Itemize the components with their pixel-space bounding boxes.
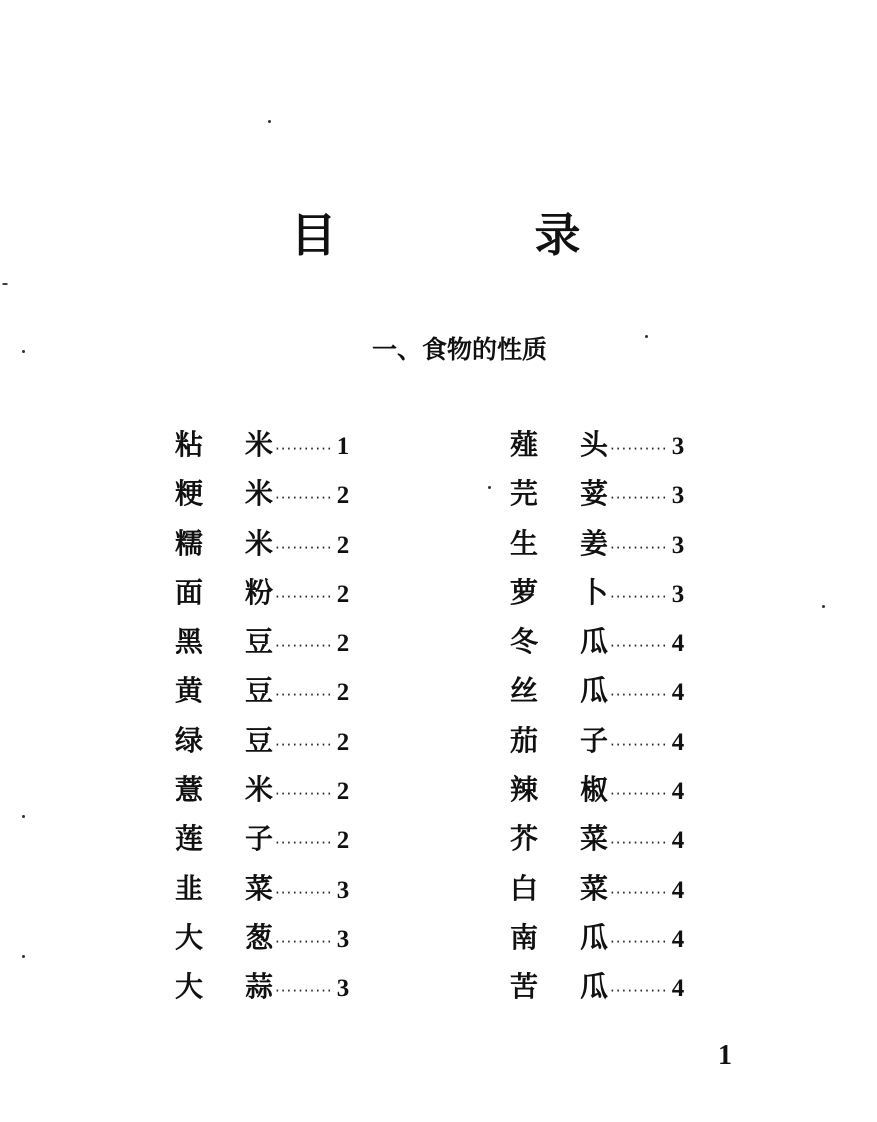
toc-entry-page: 2 [336,679,350,707]
toc-entry-char1: 薤 [510,428,539,461]
dot-leader: ·········· [610,785,668,804]
toc-entry-page: 3 [336,975,350,1003]
toc-entry-page: 4 [671,630,685,658]
dot-leader: ·········· [275,587,333,606]
dot-leader: ·········· [275,686,333,705]
toc-entry-page: 4 [671,975,685,1003]
toc-entry-char1: 黄 [175,674,204,708]
scan-speck [22,350,25,353]
toc-entry-char2: 瓜 [580,970,609,1004]
toc-entry [175,519,465,568]
toc-entry [175,913,465,962]
dot-leader: ·········· [610,538,668,557]
dot-leader: ·········· [610,489,668,508]
dot-leader: ·········· [275,932,333,951]
toc-entry-char1: 茄 [510,723,539,757]
toc-entry-page: 2 [336,482,350,510]
dot-leader: ·········· [610,686,668,705]
dot-leader: ·········· [275,735,333,754]
toc-entry-char1: 生 [510,526,539,560]
toc-entry [510,519,800,568]
toc-entry [175,814,465,863]
toc-entry-char1: 粳 [175,477,204,511]
toc-entry-char1: 大 [175,920,204,954]
dot-leader: ·········· [275,834,333,853]
toc-entry-page: 2 [336,728,350,756]
toc-entry-char2: 米 [245,428,274,461]
toc-entry-char2: 瓜 [580,674,609,708]
toc-entry-char2: 豆 [245,674,274,708]
toc-entry-char2: 姜 [580,526,609,560]
toc-entry [510,666,800,715]
toc-entry [175,716,465,765]
toc-entry-char1: 南 [510,920,539,954]
toc-entry [175,962,465,1011]
toc-entry [510,765,800,814]
toc-entry-char1: 白 [510,871,539,905]
toc-entry-char1: 面 [175,575,204,609]
toc-entry-char1: 黑 [175,625,204,659]
toc-entry-char2: 米 [245,773,274,807]
toc-entry-page: 3 [671,531,685,559]
dot-leader: ·········· [610,587,668,606]
toc-entry-char1: 绿 [175,723,204,757]
toc-entry [510,962,800,1011]
dot-leader: ·········· [275,785,333,804]
dot-leader: ·········· [610,440,668,458]
toc-entry-page: 3 [671,580,685,608]
toc-entry-char1: 冬 [510,625,539,659]
toc-entry-char2: 豆 [245,723,274,757]
dot-leader: ·········· [275,440,333,458]
toc-entry-page: 4 [671,778,685,806]
toc-entry-char2: 米 [245,477,274,511]
toc-entry [510,913,800,962]
scan-speck [22,815,25,818]
toc-entry [510,469,800,518]
toc-entry [510,814,800,863]
toc-entry-char2: 菜 [580,822,609,856]
toc-entry-char2: 粉 [245,575,274,609]
toc-entry-page: 3 [671,482,685,510]
dot-leader: ·········· [275,982,333,1001]
toc-entry-page: 4 [671,728,685,756]
toc-entry-char2: 椒 [580,773,609,807]
section-heading: 一、食物的性质 [372,335,548,364]
dot-leader: ·········· [275,637,333,656]
toc-entry-page: 3 [336,876,350,904]
toc-entry-char1: 苦 [510,970,539,1004]
scan-speck [22,955,25,958]
toc-entry-char1: 芫 [510,477,539,511]
scan-speck [2,283,8,285]
toc-entry-char2: 子 [580,723,609,757]
toc-entry-char2: 菜 [245,871,274,905]
toc-entry-page: 2 [336,630,350,658]
toc-entry [175,666,465,715]
toc-entry-page: 4 [671,679,685,707]
toc-entry-char2: 蒜 [245,970,274,1004]
page-number: 1 [718,1040,732,1071]
toc-entry [175,568,465,617]
toc-entry [175,765,465,814]
toc-entry-char1: 薏 [175,773,204,807]
dot-leader: ·········· [610,883,668,902]
toc-entry-char1: 糯 [175,526,204,560]
toc-entry-char2: 卜 [580,575,609,609]
dot-leader: ·········· [610,834,668,853]
page-title: 目 录 [290,208,657,262]
toc-column-right [510,420,800,1012]
toc-entry-page: 1 [336,433,350,460]
toc-entry-page: 4 [671,876,685,904]
toc-entry-char2: 瓜 [580,920,609,954]
toc-entry-page: 2 [336,827,350,855]
toc-entry-char1: 辣 [510,773,539,807]
toc-entry [175,617,465,666]
dot-leader: ·········· [275,883,333,902]
scan-speck [488,486,491,489]
toc-entry-page: 2 [336,531,350,559]
toc-entry [510,716,800,765]
dot-leader: ·········· [610,735,668,754]
toc-entry-char2: 葱 [245,920,274,954]
toc-entry-char1: 粘 [175,428,204,461]
toc-entry-char2: 子 [245,822,274,856]
toc-entry-page: 2 [336,778,350,806]
toc-entry [175,864,465,913]
toc-entry-char1: 丝 [510,674,539,708]
dot-leader: ·········· [610,932,668,951]
toc-entry-char2: 米 [245,526,274,560]
toc-entry [175,469,465,518]
dot-leader: ·········· [610,637,668,656]
toc-entry-page: 3 [671,433,685,460]
toc-entry [510,420,800,469]
toc-entry [510,568,800,617]
dot-leader: ·········· [610,982,668,1001]
toc-entry [175,420,465,469]
scan-speck [268,120,271,123]
toc-entry-char1: 大 [175,970,204,1004]
toc-entry [510,617,800,666]
dot-leader: ·········· [275,538,333,557]
toc-entry-char2: 头 [580,428,609,461]
dot-leader: ·········· [275,489,333,508]
toc-entry-char1: 莲 [175,822,204,856]
toc-column-left [175,420,465,1012]
toc-entry-char1: 韭 [175,871,204,905]
toc-entry [510,864,800,913]
toc-entry-page: 2 [336,580,350,608]
toc-entry-char2: 豆 [245,625,274,659]
scan-speck [822,605,825,608]
toc-entry-page: 3 [336,925,350,953]
toc-entry-char1: 萝 [510,575,539,609]
scan-speck [645,335,648,338]
toc-entry-page: 4 [671,925,685,953]
toc-entry-char1: 芥 [510,822,539,856]
toc-entry-char2: 瓜 [580,625,609,659]
toc-entry-char2: 菜 [580,871,609,905]
toc-entry-char2: 荽 [580,477,609,511]
toc-entry-page: 4 [671,827,685,855]
